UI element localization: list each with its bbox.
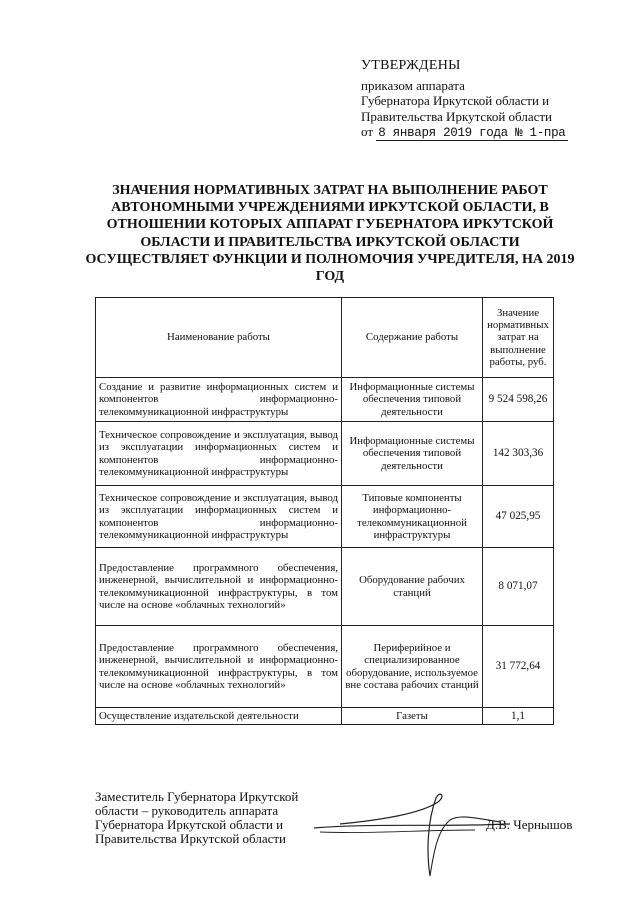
approval-date-value: 8 января 2019 года № 1-пра <box>378 126 566 140</box>
approval-date-prefix: от <box>361 124 374 139</box>
row-content: Газеты <box>342 708 483 725</box>
signer-name: Д.В. Чернышов <box>486 817 573 832</box>
row-name: Техническое сопровождение и эксплуатация, вывод из эксплуатации информационных систем и компонентов информационно-телекоммуникационной инфраструктуры <box>96 486 342 548</box>
approval-heading: УТВЕРЖДЕНЫ <box>361 58 461 73</box>
row-value: 9 524 598,26 <box>483 378 554 422</box>
row-value: 142 303,36 <box>483 422 554 486</box>
row-content: Оборудование рабочих станций <box>342 548 483 626</box>
row-value: 31 772,64 <box>483 626 554 708</box>
signatory-line-2: области – руководитель аппарата <box>95 803 279 818</box>
row-value: 47 025,95 <box>483 486 554 548</box>
row-value: 8 071,07 <box>483 548 554 626</box>
approval-date-line <box>361 124 601 142</box>
row-content: Периферийное и специализированное оборудование, используемое вне состава рабочих станций <box>342 626 483 708</box>
row-content: Типовые компоненты информационно-телекоммуникационной инфраструктуры <box>342 486 483 548</box>
row-name: Предоставление программного обеспечения, инженерной, вычислительной и информационно-телекоммуникационной инфраструктуры, в том числе на основе «облачных технологий» <box>96 626 342 708</box>
header-content: Содержание работы <box>342 298 483 378</box>
document-title: ЗНАЧЕНИЯ НОРМАТИВНЫХ ЗАТРАТ НА ВЫПОЛНЕНИЕ РАБОТ АВТОНОМНЫМИ УЧРЕЖДЕНИЯМИ ИРКУТСКОЙ ОБЛАСТИ, В ОТНОШЕНИИ КОТОРЫХ АППАРАТ ГУБЕРНАТОРА ИРКУТСКОЙ ОБЛАСТИ И ПРАВИТЕЛЬСТВА ИРКУТСКОЙ ОБЛАСТИ ОСУЩЕСТВЛЯЕТ ФУНКЦИИ И ПОЛНОМОЧИЯ УЧРЕДИТЕЛЯ, НА 2019 ГОД <box>85 183 575 285</box>
header-name: Наименование работы <box>96 298 342 378</box>
costs-table <box>95 297 554 725</box>
table-row <box>96 378 554 422</box>
header-value: Значение нормативных затрат на выполнение работы, руб. <box>483 298 554 378</box>
table-row <box>96 422 554 486</box>
row-content: Информационные системы обеспечения типовой деятельности <box>342 378 483 422</box>
signatory-line-4: Правительства Иркутской области <box>95 831 287 846</box>
row-name: Создание и развитие информационных систем и компонентов информационно-телекоммуникационной инфраструктуры <box>96 378 342 422</box>
signatory-line-1: Заместитель Губернатора Иркутской <box>95 789 299 804</box>
signatory-line-3: Губернатора Иркутской области и <box>95 817 284 832</box>
table-row <box>96 486 554 548</box>
table-row <box>96 548 554 626</box>
approval-line-2: Губернатора Иркутской области и <box>361 93 550 108</box>
row-content: Информационные системы обеспечения типовой деятельности <box>342 422 483 486</box>
approval-line-1: приказом аппарата <box>361 77 465 93</box>
table-row <box>96 708 554 725</box>
handwritten-signature <box>300 780 540 890</box>
row-name: Техническое сопровождение и эксплуатация, вывод из эксплуатации информационных систем и компонентов информационно-телекоммуникационной инфраструктуры <box>96 422 342 486</box>
table-header-row <box>96 298 554 378</box>
approval-line-3: Правительства Иркутской области <box>361 108 553 124</box>
row-name: Предоставление программного обеспечения, инженерной, вычислительной и информационно-телекоммуникационной инфраструктуры, в том числе на основе «облачных технологий» <box>96 548 342 626</box>
table-row <box>96 626 554 708</box>
row-name: Осуществление издательской деятельности <box>96 708 342 725</box>
approval-stamp <box>361 58 601 142</box>
row-value: 1,1 <box>483 708 554 725</box>
